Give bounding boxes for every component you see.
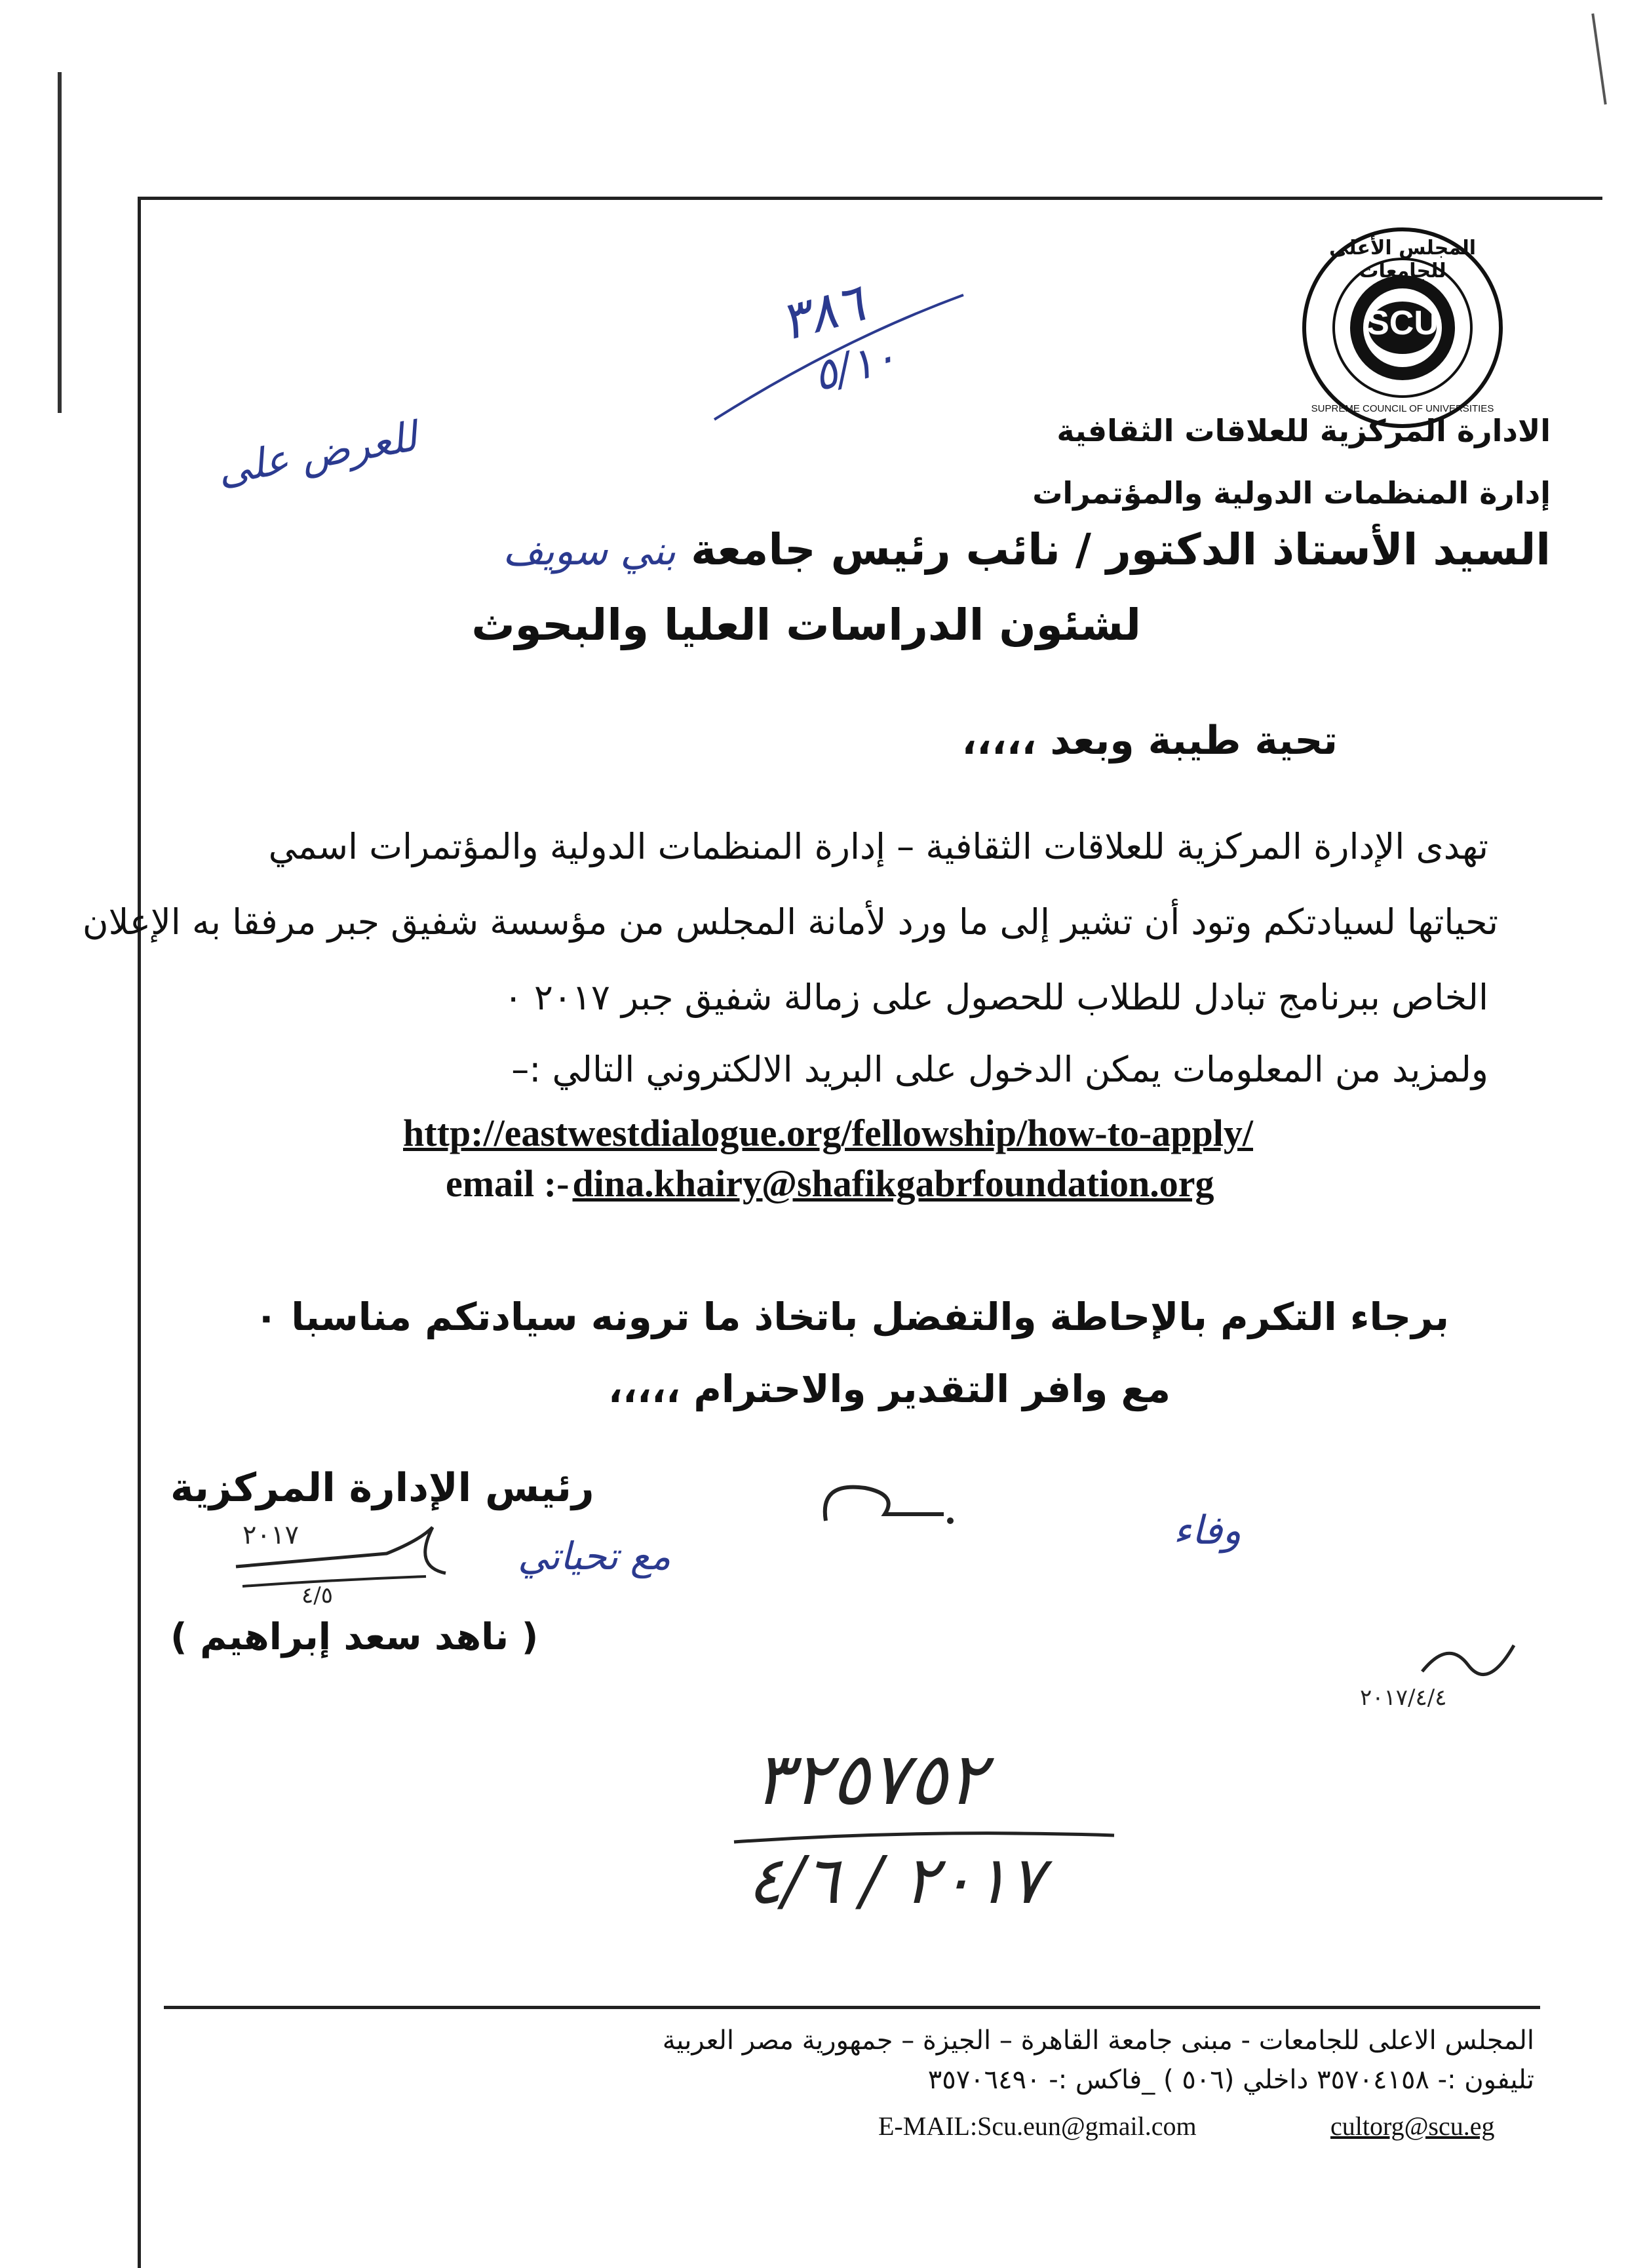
department-name: الادارة المركزية للعلاقات الثقافية [1056,413,1551,448]
footer-email-2[interactable]: cultorg@scu.eg [1330,2111,1495,2141]
handwritten-initial [813,1468,957,1540]
svg-text:٤/٥: ٤/٥ [301,1582,333,1606]
addressee-title: السيد الأستاذ الدكتور / نائب رئيس جامعة [691,524,1551,575]
stamp-date: ٢٠١٧/٤/٤ [1360,1685,1447,1711]
handwritten-ref-number: ٣٨٦ [773,271,871,353]
handwritten-note-right: وفاء [1173,1508,1242,1554]
body-line-4: ولمزيد من المعلومات يمكن الدخول على البريد الالكتروني التالي :– [511,1049,1488,1090]
logo-ring-bottom: SUPREME COUNCIL OF UNIVERSITIES [1311,403,1494,414]
body-line-3: الخاص ببرنامج تبادل للطلاب للحصول على زمالة شفيق جبر ٢٠١٧ ٠ [503,977,1488,1018]
signature-scribble [229,1514,478,1606]
signatory-name: ( ناهد سعد إبراهيم ) [170,1616,539,1658]
body-line-2: تحياتها لسيادتكم وتود أن تشير إلى ما ورد لأمانة المجلس من مؤسسة شفيق جبر مرفقا به الإعلان [82,901,1498,943]
scan-edge-left [58,72,62,413]
handwritten-university: بني سويف [503,528,676,574]
addressee-line-2: لشئون الدراسات العليا والبحوث [471,600,1141,650]
handwritten-ref-date: ٥/١٠ [807,330,902,402]
registration-date: ٢٠١٧ / ٤/٦ [747,1842,1045,1919]
greeting: تحية طيبة وبعد ،،،،، [961,718,1338,764]
svg-text:٢٠١٧: ٢٠١٧ [242,1520,299,1550]
logo-ring-top: المجلس الأعلى للجامعات [1328,237,1477,283]
email-line [446,1162,1214,1205]
registration-number: ٣٢٥٧٥٢ [754,1737,986,1821]
handwritten-note-mid: مع تحياتي [518,1534,671,1578]
logo-text: SCU [1366,304,1439,342]
signature-title: رئيس الإدارة المركزية [170,1465,594,1511]
footer-divider [164,2006,1540,2009]
footer-address: المجلس الاعلى للجامعات - مبنى جامعة القاهرة – الجيزة – جمهورية مصر العربية [662,2025,1534,2056]
closing-line-1: برجاء التكرم بالإحاطة والتفضل باتخاذ ما ترونه سيادتكم مناسبا ٠ [254,1295,1449,1339]
email-link[interactable]: dina.khairy@shafikgabrfoundation.org [572,1162,1214,1205]
body-line-1: تهدى الإدارة المركزية للعلاقات الثقافية – إدارة المنظمات الدولية والمؤتمرات اسمي [268,826,1488,867]
addressee-line-1 [503,524,1551,575]
email-label: email :- [446,1162,570,1205]
subdepartment-name: إدارة المنظمات الدولية والمؤتمرات [1032,475,1551,511]
handwritten-margin-note: للعرض على [213,412,421,495]
handwritten-slash [708,282,970,426]
closing-line-2: مع وافر التقدير والاحترام ،،،،، [608,1367,1171,1411]
scan-edge-right [1591,13,1606,104]
footer-phone: تليفون :- ٣٥٧٠٤١٥٨ داخلي (٥٠٦ ) _فاكس :- ٣٥٧٠٦٤٩٠ [927,2065,1534,2095]
fellowship-url-link[interactable]: http://eastwestdialogue.org/fellowship/how-to-apply/ [403,1112,1253,1154]
scu-logo [1294,220,1511,436]
footer-email-1[interactable]: E-MAIL:Scu.eun@gmail.com [878,2111,1197,2141]
